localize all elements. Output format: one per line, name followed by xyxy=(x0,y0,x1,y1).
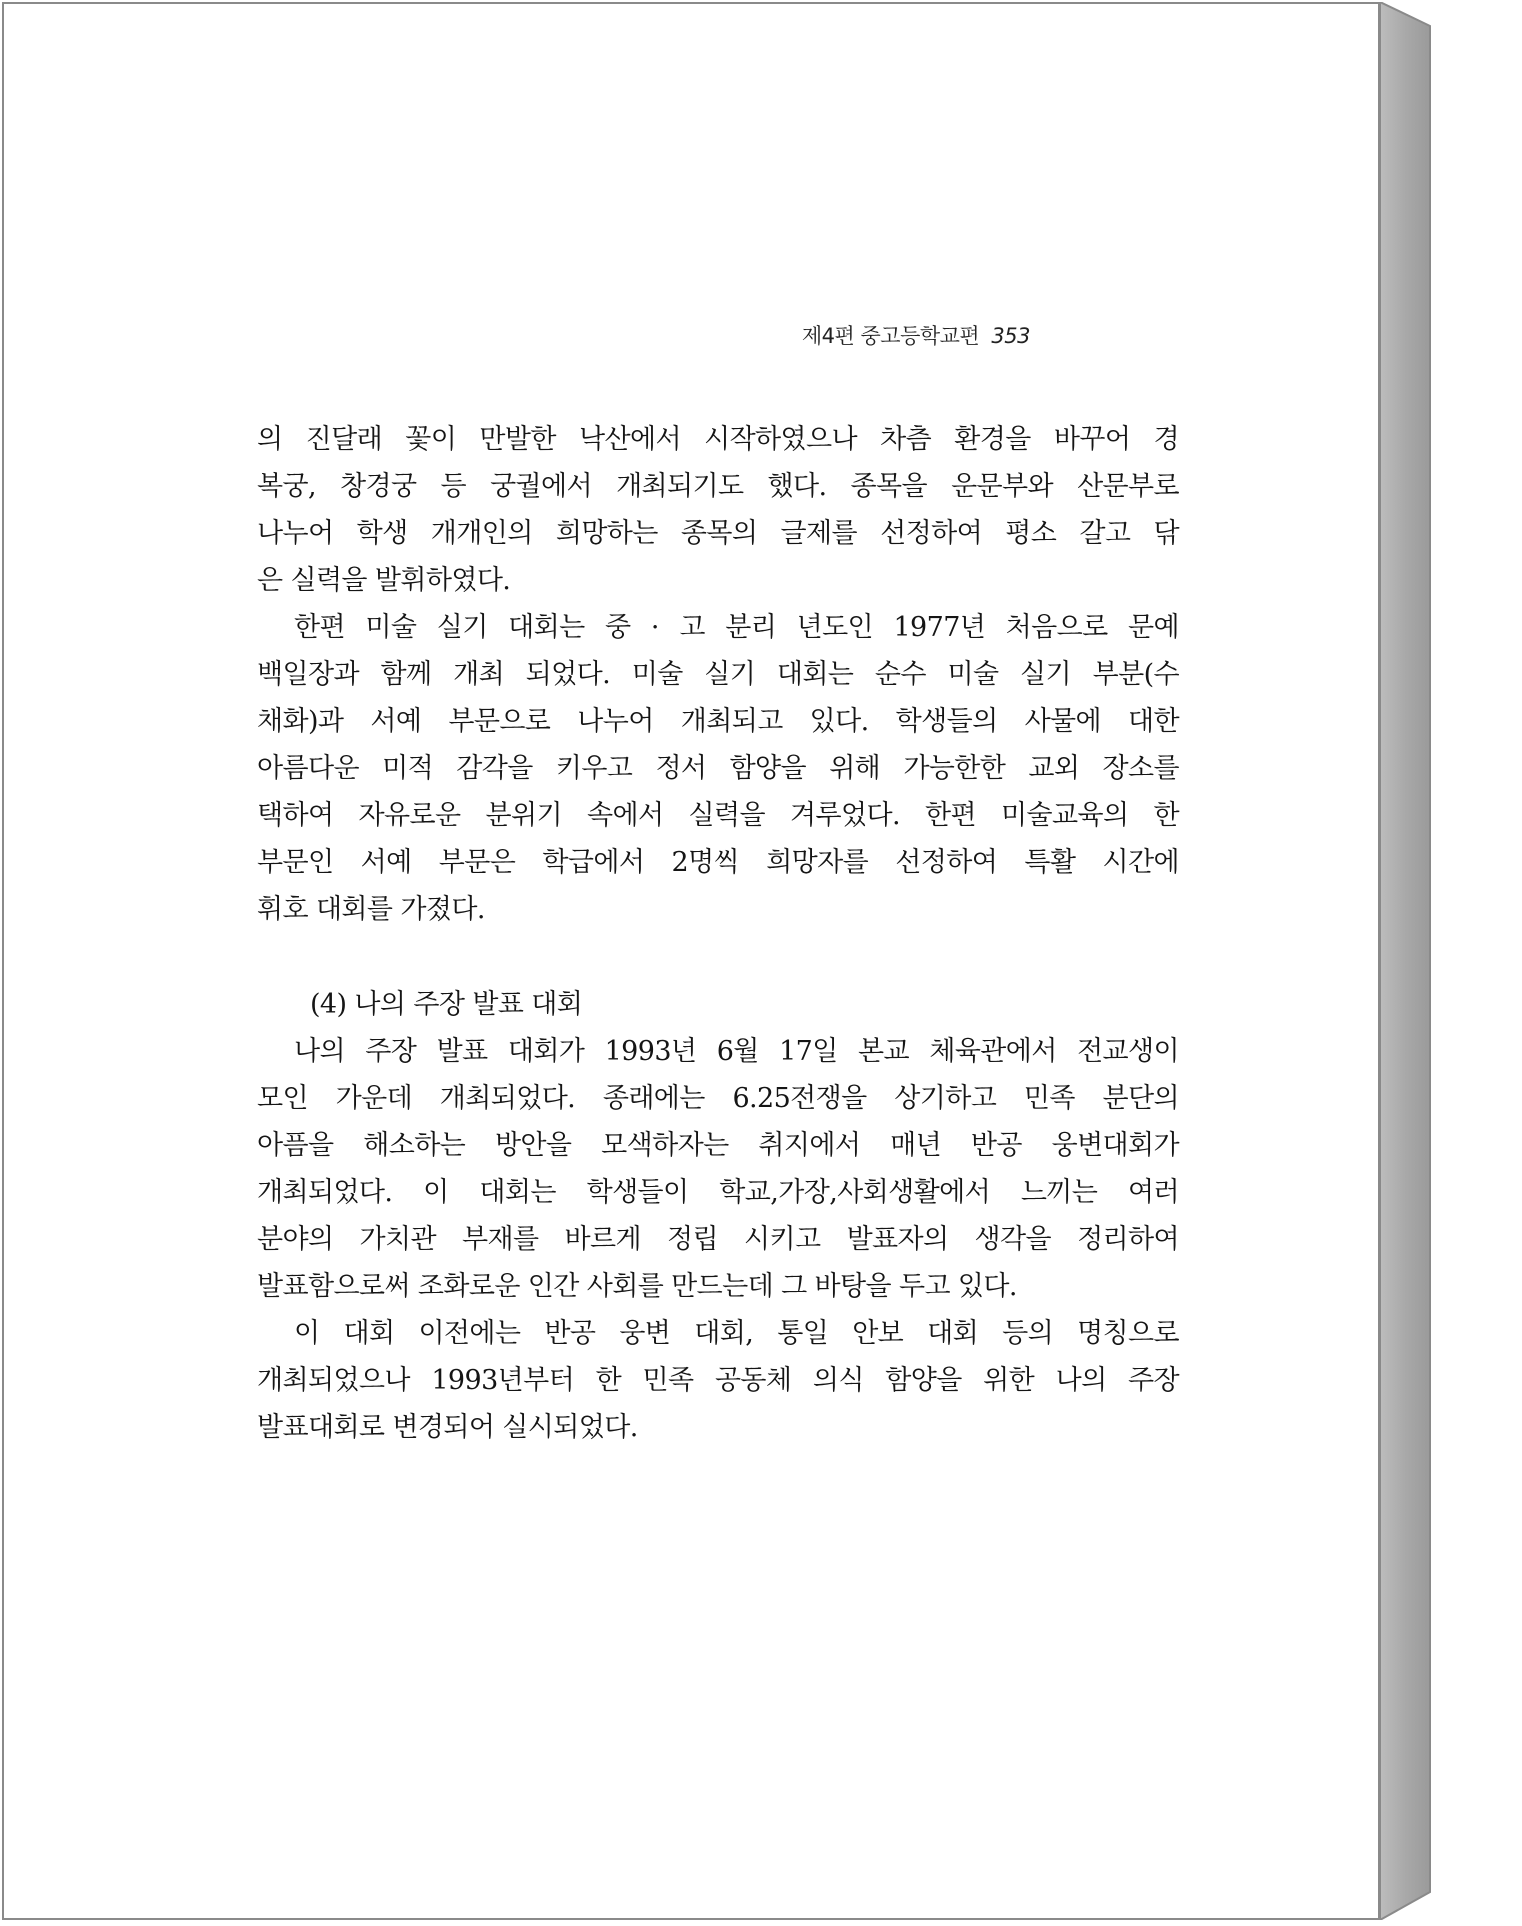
page-body xyxy=(257,416,1179,1451)
text-line: 발표대회로 변경되어 실시되었다. xyxy=(257,1412,638,1443)
text-line: 부문인 서예 부문은 학급에서 2명씩 희망자를 선정하여 특활 시간에 xyxy=(257,847,1179,878)
text-line: 아름다운 미적 감각을 키우고 정서 함양을 위해 가능한한 교외 장소를 xyxy=(257,753,1179,784)
text-line: 한편 미술 실기 대회는 중 · 고 분리 년도인 1977년 처음으로 문예 xyxy=(294,612,1179,643)
paragraph-art-practical-contest xyxy=(257,604,1179,933)
text-line: 모인 가운데 개최되었다. 종래에는 6.25전쟁을 상기하고 민족 분단의 xyxy=(257,1083,1179,1114)
text-line: 휘호 대회를 가졌다. xyxy=(257,894,485,925)
text-line: 아픔을 해소하는 방안을 모색하자는 취지에서 매년 반공 웅변대회가 xyxy=(257,1130,1179,1161)
paragraph-speech-contest xyxy=(257,1028,1179,1310)
page-edge-shading xyxy=(1380,2,1434,1920)
text-line: 개최되었으나 1993년부터 한 민족 공동체 의식 함양을 위한 나의 주장 xyxy=(257,1365,1179,1396)
text-line: 발표함으로써 조화로운 인간 사회를 만드는데 그 바탕을 두고 있다. xyxy=(257,1271,1017,1302)
paragraph-speech-contest-history xyxy=(257,1310,1179,1451)
page-number: 353 xyxy=(991,324,1030,348)
text-line: 택하여 자유로운 분위기 속에서 실력을 겨루었다. 한편 미술교육의 한 xyxy=(257,800,1179,831)
text-line: 백일장과 함께 개최 되었다. 미술 실기 대회는 순수 미술 실기 부분(수 xyxy=(257,659,1179,690)
book-page-edge xyxy=(1380,2,1434,1920)
text-line: 의 진달래 꽃이 만발한 낙산에서 시작하였으나 차츰 환경을 바꾸어 경 xyxy=(257,424,1179,455)
text-line: 이 대회 이전에는 반공 웅변 대회, 통일 안보 대회 등의 명칭으로 xyxy=(294,1318,1179,1349)
book-page xyxy=(2,2,1380,1920)
section-heading: (4) 나의 주장 발표 대회 xyxy=(310,989,583,1020)
text-line: 은 실력을 발휘하였다. xyxy=(257,565,511,596)
text-line: 복궁, 창경궁 등 궁궐에서 개최되기도 했다. 종목을 운문부와 산문부로 xyxy=(257,471,1179,502)
text-line: 분야의 가치관 부재를 바르게 정립 시키고 발표자의 생각을 정리하여 xyxy=(257,1224,1179,1255)
text-line: 나의 주장 발표 대회가 1993년 6월 17일 본교 체육관에서 전교생이 xyxy=(294,1036,1179,1067)
section-gap xyxy=(257,933,1179,981)
text-line: 채화)과 서예 부문으로 나누어 개최되고 있다. 학생들의 사물에 대한 xyxy=(257,706,1179,737)
text-line: 개최되었다. 이 대회는 학생들이 학교,가장,사회생활에서 느끼는 여러 xyxy=(257,1177,1179,1208)
paragraph-art-contest-intro xyxy=(257,416,1179,604)
running-title: 제4편 중고등학교편 xyxy=(801,324,980,348)
text-line: 나누어 학생 개개인의 희망하는 종목의 글제를 선정하여 평소 갈고 닦 xyxy=(257,518,1179,549)
running-header xyxy=(802,320,1030,350)
